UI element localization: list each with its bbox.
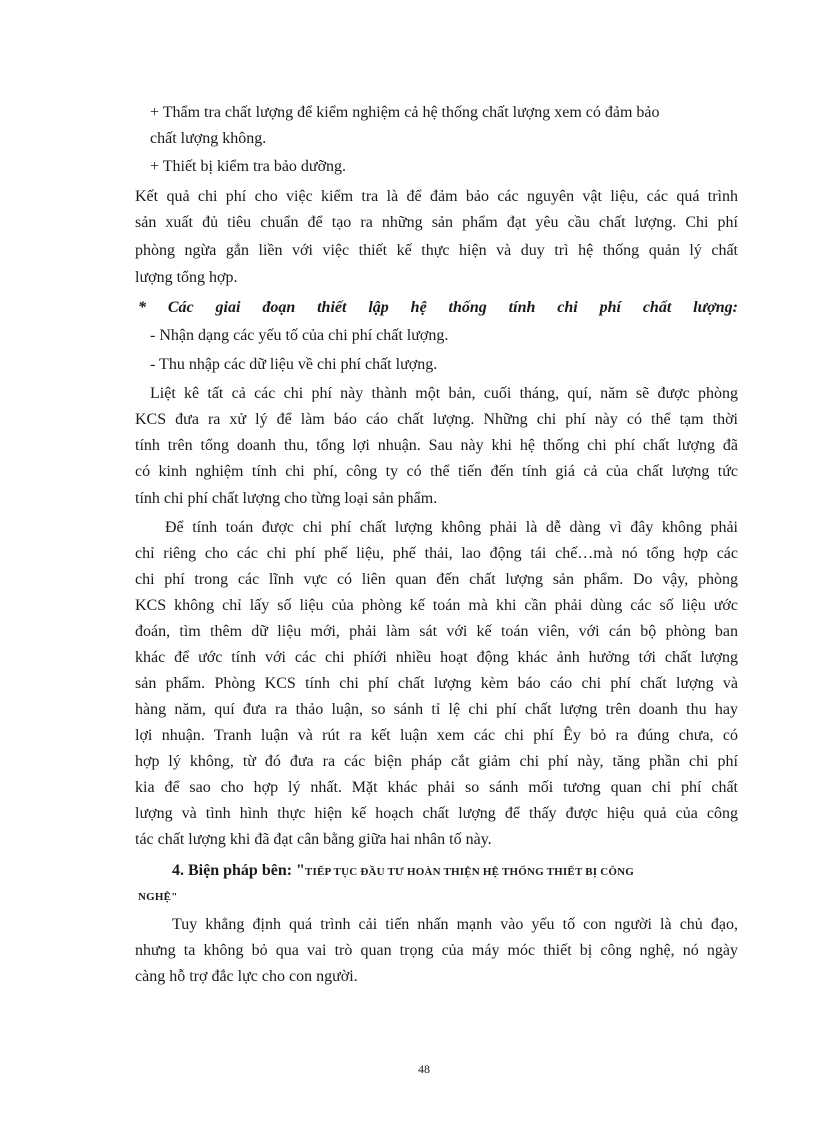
heading-caps: TIẾP TỤC ĐẦU TƯ HOÀN THIỆN HỆ THỐNG THIẾT BỊ CÔNG: [304, 866, 635, 878]
paragraph-line: sản xuất đủ tiêu chuẩn để tạo ra những sản phẩm đạt yêu cầu chất lượng. Chi phí: [135, 214, 738, 231]
bullet-line: chất lượng không.: [150, 130, 267, 147]
paragraph-line: đoán, tìm thêm dữ liệu mới, phải làm sát với kế toán viên, với cán bộ phòng ban: [135, 623, 738, 640]
paragraph-line: càng hỗ trợ đắc lực cho con người.: [135, 968, 358, 985]
section-heading: * Các giai đoạn thiết lập hệ thống tính chi phí chất lượng:: [138, 299, 738, 316]
paragraph-line: lợi nhuận. Tranh luận và rút ra kết luận xem các chi phí Êy bỏ ra đúng chưa, có: [135, 727, 738, 744]
bullet-line: + Thiết bị kiểm tra bảo dưỡng.: [150, 158, 347, 175]
paragraph-line: KCS đưa ra xử lý để làm báo cáo chất lượng. Những chi phí này có thể tạm thời: [135, 411, 738, 428]
paragraph-line: tính trên tổng doanh thu, tổng lợi nhuận. Sau này khi hệ thống chi phí chất lượng đã: [135, 437, 738, 454]
paragraph-line: KCS không chỉ lấy số liệu của phòng kế toán mà khi cần phải dùng các số liệu ước: [135, 597, 738, 614]
paragraph-line: có kinh nghiệm tính chi phí, công ty có thể tiến đến tính giá cả của chất lượng tức: [135, 463, 738, 480]
section-heading: [172, 861, 738, 882]
paragraph-line: chi phí trong các lĩnh vực có liên quan đến chất lượng sản phẩm. Do vậy, phòng: [135, 571, 738, 588]
paragraph-line: lượng và tình hình thực hiện kế hoạch chất lượng để thấy được hiệu quả của công: [135, 805, 738, 822]
bullet-line: + Thẩm tra chất lượng để kiểm nghiệm cả hệ thống chất lượng xem có đảm bảo: [150, 104, 660, 121]
paragraph-line: nhưng ta không bỏ qua vai trò quan trọng của máy móc thiết bị công nghệ, nó ngày: [135, 942, 738, 959]
paragraph-line: Kết quả chi phí cho việc kiểm tra là để đảm bảo các nguyên vật liệu, các quá trình: [135, 188, 738, 205]
paragraph-line: hàng năm, quí đưa ra thảo luận, so sánh tỉ lệ chi phí chất lượng trên doanh thu hay: [135, 701, 738, 718]
paragraph-line: lượng tổng hợp.: [135, 269, 238, 286]
page-number: 48: [418, 1062, 430, 1076]
paragraph-line: khác để ước tính với các chi phíới nhiều hoạt động khác ảnh hưởng tới chất lượng: [135, 649, 738, 666]
paragraph-line: kia để sao cho hợp lý nhất. Mặt khác phải so sánh mối tương quan chi phí chất: [135, 779, 738, 796]
paragraph-line: chỉ riêng cho các chi phí phế liệu, phế thải, lao động tái chế…mà nó tổng hợp các: [135, 545, 738, 562]
heading-prefix: 4. Biện pháp bên: ": [172, 862, 305, 879]
paragraph-line: tính chi phí chất lượng cho từng loại sản phẩm.: [135, 490, 438, 507]
paragraph-line: tác chất lượng khi đã đạt cân bằng giữa hai nhân tố này.: [135, 831, 492, 848]
paragraph-line: phòng ngừa gắn liền với việc thiết kế thực hiện và duy trì hệ thống quản lý chất: [135, 242, 738, 259]
list-item: - Thu nhập các dữ liệu về chi phí chất lượng.: [150, 356, 438, 373]
paragraph-line: hợp lý không, từ đó đưa ra các biện pháp cắt giảm chi phí này, tăng phần chi phí: [135, 753, 738, 770]
paragraph-line: Tuy khẳng định quá trình cải tiến nhấn mạnh vào yếu tố con người là chủ đạo,: [172, 916, 738, 933]
list-item: - Nhận dạng các yếu tố của chi phí chất lượng.: [150, 327, 449, 344]
paragraph-line: sản phẩm. Phòng KCS tính chi phí chất lượng kèm báo cáo chi phí chất lượng và: [135, 675, 738, 692]
paragraph-line: Để tính toán được chi phí chất lượng không phải là dễ dàng vì đây không phải: [165, 519, 738, 536]
paragraph-line: Liệt kê tất cả các chi phí này thành một bản, cuối tháng, quí, năm sẽ được phòng: [150, 385, 738, 402]
heading-continuation: NGHỆ": [138, 891, 178, 903]
